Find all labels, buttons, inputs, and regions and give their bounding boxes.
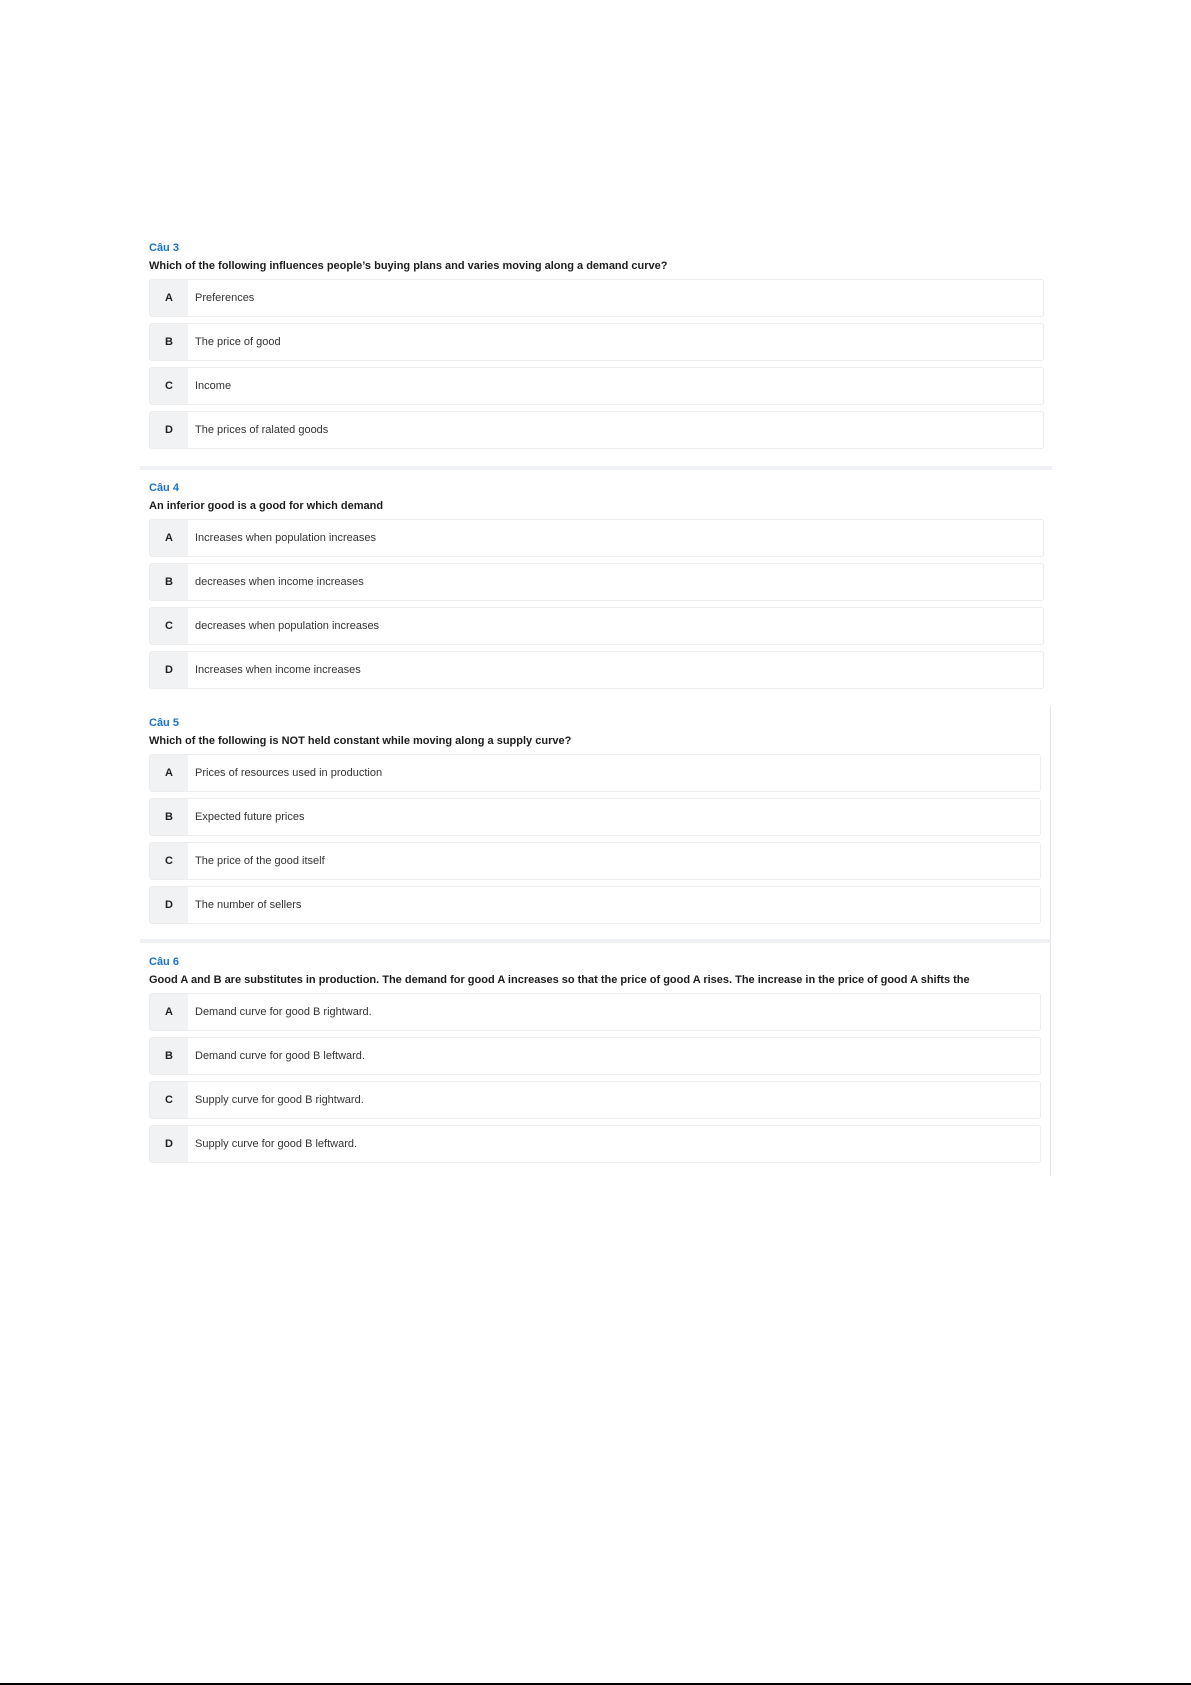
option-letter: C: [150, 843, 188, 879]
question-3: [149, 241, 1044, 455]
question-label: Câu 4: [149, 482, 179, 494]
option-text: decreases when income increases: [195, 576, 364, 588]
answer-options: [149, 754, 1041, 924]
option-text: Demand curve for good B leftward.: [195, 1050, 365, 1062]
option-letter: A: [150, 994, 188, 1030]
option-a[interactable]: [149, 519, 1044, 557]
question-text: Which of the following influences people’s buying plans and varies moving along a demand curve?: [149, 260, 668, 272]
question-divider: [140, 939, 1051, 943]
option-d[interactable]: [149, 886, 1041, 924]
option-text: Expected future prices: [195, 811, 305, 823]
option-text: Supply curve for good B rightward.: [195, 1094, 364, 1106]
option-a[interactable]: [149, 993, 1041, 1031]
option-text: The prices of ralated goods: [195, 424, 329, 436]
question-5: [149, 716, 1041, 930]
option-letter: D: [150, 1126, 188, 1162]
option-letter: C: [150, 1082, 188, 1118]
question-divider: [140, 466, 1052, 470]
option-c[interactable]: [149, 1081, 1041, 1119]
option-b[interactable]: [149, 563, 1044, 601]
question-label: Câu 6: [149, 956, 179, 968]
option-letter: A: [150, 280, 188, 316]
option-d[interactable]: [149, 651, 1044, 689]
option-letter: A: [150, 755, 188, 791]
option-letter: B: [150, 1038, 188, 1074]
option-a[interactable]: [149, 754, 1041, 792]
option-letter: C: [150, 368, 188, 404]
option-text: The price of good: [195, 336, 281, 348]
option-c[interactable]: [149, 607, 1044, 645]
option-letter: D: [150, 652, 188, 688]
question-4: [149, 481, 1044, 695]
answer-options: [149, 993, 1041, 1163]
option-b[interactable]: [149, 323, 1044, 361]
question-label: Câu 5: [149, 717, 179, 729]
option-text: Income: [195, 380, 232, 392]
option-b[interactable]: [149, 798, 1041, 836]
question-text: An inferior good is a good for which demand: [149, 500, 384, 512]
option-text: decreases when population increases: [195, 620, 380, 632]
option-letter: A: [150, 520, 188, 556]
option-text: Supply curve for good B leftward.: [195, 1138, 358, 1150]
option-letter: C: [150, 608, 188, 644]
option-text: Preferences: [195, 292, 255, 304]
option-text: The price of the good itself: [195, 855, 325, 867]
question-label: Câu 3: [149, 242, 179, 254]
question-6: [149, 955, 1041, 1169]
option-letter: D: [150, 412, 188, 448]
option-letter: B: [150, 564, 188, 600]
option-letter: B: [150, 324, 188, 360]
option-c[interactable]: [149, 842, 1041, 880]
option-text: Increases when income increases: [195, 664, 361, 676]
option-text: Increases when population increases: [195, 532, 377, 544]
option-b[interactable]: [149, 1037, 1041, 1075]
option-d[interactable]: [149, 411, 1044, 449]
question-text: Which of the following is NOT held constant while moving along a supply curve?: [149, 735, 572, 747]
option-text: The number of sellers: [195, 899, 302, 911]
answer-options: [149, 519, 1044, 689]
option-text: Prices of resources used in production: [195, 767, 383, 779]
option-c[interactable]: [149, 367, 1044, 405]
option-letter: D: [150, 887, 188, 923]
option-a[interactable]: [149, 279, 1044, 317]
answer-options: [149, 279, 1044, 449]
question-text: Good A and B are substitutes in production. The demand for good A increases so that the price of good A rises. The increase in the price of good A shifts the: [149, 974, 970, 986]
option-letter: B: [150, 799, 188, 835]
option-text: Demand curve for good B rightward.: [195, 1006, 372, 1018]
option-d[interactable]: [149, 1125, 1041, 1163]
